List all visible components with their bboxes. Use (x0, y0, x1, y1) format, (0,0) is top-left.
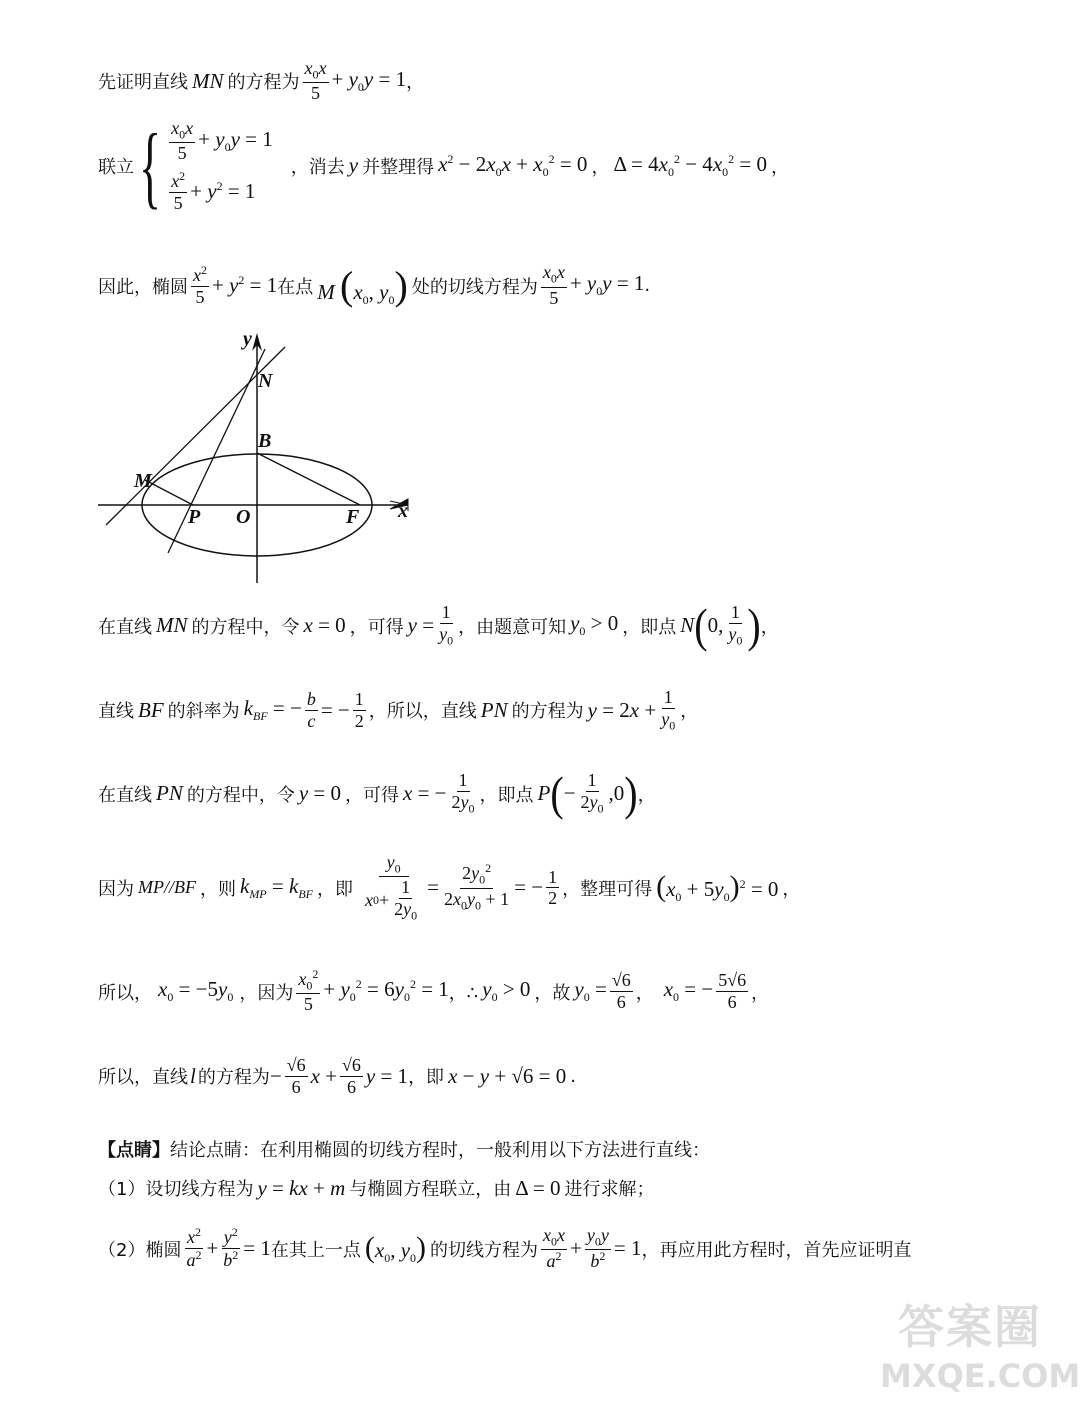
fraction: $\frac{√6}{6}$ (342, 1055, 361, 1097)
math: + $y_0^2 = 6y_0^2 = 1$ (323, 977, 449, 1005)
line-12 (98, 1225, 911, 1272)
fraction: $\frac{5√6}{6}$ (718, 970, 747, 1013)
math: y = 2x + (587, 697, 657, 722)
watermark-bottom: MXQE.COM (880, 1357, 1080, 1395)
paren: ) (624, 766, 638, 821)
brace: { (139, 114, 162, 217)
text: 先证明直线 (98, 72, 188, 94)
fraction: $\frac{1}{2y_0}$ (580, 770, 604, 816)
label-p: P (188, 506, 201, 528)
text: . (570, 1065, 577, 1087)
heading-dianjing: 【点睛】 (98, 1140, 170, 1161)
fraction: $\frac{y_0y}{b^2}$ (586, 1225, 609, 1272)
math: $x^2 - 2x_0x + x_0^2 = 0$ (438, 151, 588, 179)
math: + $y_0y = 1$ (569, 271, 645, 299)
fraction: $\frac{x_0x}{5}$ (304, 58, 327, 104)
text: ，所以，直线 (368, 701, 477, 723)
fraction: $\frac{y^2}{b^2}$ (223, 1225, 239, 1271)
text: ，因为 (239, 982, 294, 1004)
text: 在其上一点 (270, 1239, 361, 1261)
text: ，可得 (345, 784, 400, 806)
math: x = − (403, 781, 447, 805)
math: $(x_0 + 5y_0)^2 = 0$ (656, 870, 779, 905)
math: = 1 (613, 1236, 642, 1261)
paren: ) (747, 598, 761, 653)
text: ， (406, 72, 425, 94)
fraction: $\frac{√6}{6}$ (286, 1055, 306, 1097)
text: 在直线 (98, 784, 152, 806)
line-11 (98, 1175, 655, 1201)
math: $\Delta = 4x_0^2 - 4x_0^2 = 0$ (613, 151, 767, 179)
text: 所以，直线 (98, 1067, 188, 1089)
fraction: $\frac{1}{2}$ (354, 688, 364, 731)
text: ， (770, 156, 789, 178)
paren: ( (550, 766, 564, 821)
text: 联立 (98, 156, 134, 178)
math: − (563, 781, 576, 805)
text: ，即 (408, 1067, 445, 1089)
math: + $y_0y = 1$ (331, 66, 407, 95)
math: y = 1 (365, 1063, 409, 1088)
math: $x_0 = -5y_0$ (158, 977, 234, 1005)
ellipse-diagram (90, 325, 430, 590)
fraction: $\frac{2y_0^2}{2x_0y_0 + 1}$ (443, 861, 510, 913)
text: ，即点 (479, 784, 534, 806)
math: y = (407, 613, 435, 637)
math: ($x_0$, $y_0$) (364, 1230, 427, 1266)
line-5 (98, 687, 698, 733)
text: . (644, 275, 651, 296)
math: $y_0 > 0$ (570, 611, 619, 639)
math: x + (310, 1063, 337, 1088)
math: − (269, 1063, 282, 1088)
text: 的斜率为 (167, 701, 240, 723)
line-6 (98, 766, 656, 821)
math: = − (320, 697, 350, 722)
text: 因为 (98, 878, 134, 900)
text: ，可得 (349, 616, 404, 638)
math: + $y^2 = 1$ (212, 273, 278, 297)
text: 在点 (277, 276, 314, 298)
watermark-top: 答案圈 (898, 1300, 1042, 1354)
line-3 (98, 262, 650, 309)
line-4 (98, 598, 779, 653)
text: 的方程中，令 (186, 784, 295, 806)
text: 处的切线方程为 (411, 276, 538, 298)
text: 所以， (98, 982, 152, 1004)
text: 直线 (98, 701, 134, 723)
text: 的方程为 (197, 1067, 270, 1089)
math: P (537, 781, 551, 805)
text: ，消去 (290, 156, 345, 178)
paren: ( (694, 598, 708, 653)
line-1 (98, 58, 424, 104)
text: （1）设切线方程为 (98, 1179, 254, 1200)
text: ， (782, 878, 801, 900)
math-mn: MN (192, 68, 224, 93)
text: 结论点睛：在利用椭圆的切线方程时，一般利用以下方法进行直线： (170, 1140, 710, 1161)
text: ， (635, 982, 654, 1004)
text: （2）椭圆 (98, 1239, 182, 1261)
math: + (206, 1236, 219, 1261)
line-9 (98, 1055, 576, 1097)
math: $y_0 > 0$ (482, 977, 531, 1005)
text: ，由题意可知 (458, 616, 567, 638)
math: x − y + √6 = 0 (448, 1063, 567, 1088)
line-8 (98, 968, 769, 1015)
fraction: $\frac{1}{y_0}$ (661, 687, 676, 733)
line-2 (98, 114, 789, 217)
text: ， (680, 701, 699, 723)
math: MP//BF (138, 877, 196, 898)
fraction: $\frac{1}{2}$ (548, 866, 558, 909)
fraction: $\frac{x^2}{5}$ (193, 262, 207, 307)
math: 0, (707, 613, 724, 637)
label-f: F (346, 506, 360, 528)
fraction: $\frac{1}{2y_0}$ (451, 770, 475, 816)
fraction: $\frac{x_0^2}{5}$ (298, 967, 319, 1015)
math: y (348, 153, 359, 178)
math: $x_0$ = − (663, 977, 714, 1005)
label-b: B (258, 430, 272, 452)
math: Δ = 0 (515, 1175, 561, 1200)
math: $k_{MP} = k_{BF}$ (239, 873, 313, 901)
text: 因此，椭圆 (98, 276, 188, 298)
math: y = kx + m (257, 1175, 346, 1200)
text: ，再应用此方程时，首先应证明直 (641, 1239, 912, 1261)
math: = 1 (243, 1236, 271, 1261)
math: = (427, 875, 439, 900)
text: 与椭圆方程联立，由 (349, 1179, 512, 1200)
math: $k_{BF}$ = − (243, 695, 302, 724)
text: ， (760, 616, 779, 638)
math: + (570, 1236, 582, 1261)
fraction: $\frac{x^2}{a^2}$ (186, 1225, 202, 1271)
math: BF (138, 697, 164, 722)
text: ，则 (199, 878, 236, 900)
text: ，即点 (622, 616, 677, 638)
text: 并整理得 (362, 156, 435, 178)
line-10 (98, 1136, 710, 1162)
label-n: N (258, 370, 273, 392)
math: x = 0 (303, 613, 346, 637)
text: 的方程为 (511, 701, 584, 723)
math: PN (480, 697, 508, 722)
math: MN (156, 613, 188, 637)
fraction: $\frac{1}{y_0}$ (439, 602, 454, 648)
text: ，∴ (448, 982, 479, 1004)
math: y = 0 (298, 781, 342, 805)
math: = − (514, 875, 544, 900)
text: ， (637, 784, 656, 806)
text: ， (751, 982, 770, 1004)
label-y: y (243, 328, 252, 350)
fraction: $\frac{√6}{6}$ (611, 970, 631, 1013)
label-o: O (236, 506, 251, 528)
fraction: $\frac{x_0x}{5}$ (542, 262, 565, 308)
line-7 (98, 852, 800, 923)
segment-mp (145, 480, 193, 505)
system: $\frac{x_0x}{5}$ + $y_0y = 1$ $\frac{x^2}{5}$ + $y^2 = 1$ (171, 118, 273, 213)
math: N (680, 613, 695, 637)
fraction: $\frac{x_0x}{a^2}$ (543, 1225, 566, 1272)
fraction: $y_0$ x 0 + $\frac{1}{2y_0}$ (364, 852, 418, 923)
text: 的方程为 (227, 72, 300, 94)
watermark-logo (880, 1291, 1080, 1401)
math: PN (156, 781, 183, 805)
text: 在直线 (98, 616, 152, 638)
math: M ($x_0$, $y_0$) (317, 263, 408, 308)
segment-bf (257, 453, 360, 505)
text: ，整理可得 (562, 878, 653, 900)
text: 的方程中，令 (191, 616, 300, 638)
label-m: M (134, 470, 152, 492)
text: ，故 (534, 982, 571, 1004)
text: ，即 (316, 878, 353, 900)
text: ， (591, 156, 610, 178)
text: 进行求解； (564, 1179, 655, 1200)
math: $y_0$ = (574, 977, 607, 1005)
math: ,0 (608, 781, 625, 805)
fraction: $\frac{1}{y_0}$ (728, 602, 743, 648)
text: 的切线方程为 (430, 1239, 539, 1261)
fraction: $\frac{b}{c}$ (306, 688, 316, 731)
math: l (190, 1063, 196, 1088)
label-x: x (398, 500, 408, 522)
